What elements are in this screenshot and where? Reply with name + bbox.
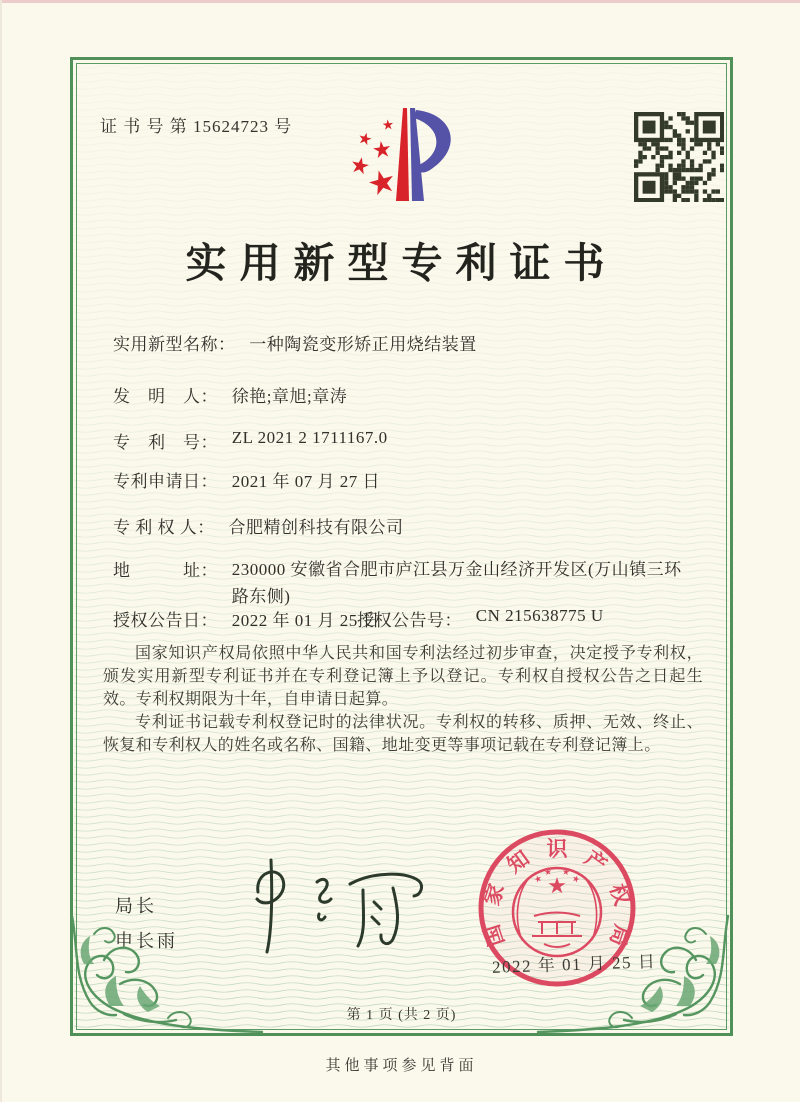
logo-blue-stem-icon (410, 108, 424, 201)
logo-red-wedge-icon (396, 108, 409, 201)
field-row-inventors (113, 382, 347, 407)
field-label-name: 实用新型名称： (113, 335, 236, 354)
commissioner-name: 申长雨 (115, 931, 178, 951)
field-label-grant-date: 授权公告日： (113, 611, 218, 630)
field-value-grant-date: 2022 年 01 月 25 日 (231, 611, 380, 630)
field-value-grant-no: CN 215638775 U (475, 606, 604, 625)
field-row-grant-no (357, 606, 604, 631)
field-row-name (113, 330, 477, 355)
field-label-inventors: 发 明 人： (113, 387, 218, 406)
field-label-patentee: 专 利 权 人： (113, 518, 215, 537)
svg-text:国: 国 (479, 921, 509, 950)
legal-paragraph-2: 专利证书记载专利权登记时的法律状况。专利权的转移、质押、无效、终止、恢复和专利权人的姓名或名称、国籍、地址变更等事项记载在专利登记簿上。 (103, 714, 703, 754)
field-label-patent-no: 专 利 号： (113, 433, 218, 452)
legal-text-block (103, 642, 703, 757)
logo-stars-icon (350, 119, 397, 196)
commissioner-title: 局长 (115, 896, 157, 916)
field-value-name: 一种陶瓷变形矫正用烧结装置 (249, 335, 477, 354)
svg-text:识: 识 (546, 837, 568, 861)
seal-date: 2022 年 01 月 25 日 (491, 952, 657, 977)
field-value-patentee: 合肥精创科技有限公司 (228, 518, 404, 537)
svg-text:权: 权 (605, 880, 635, 909)
scan-edge-artifact (0, 0, 800, 3)
field-row-patentee (113, 513, 404, 538)
svg-text:家: 家 (479, 880, 509, 909)
field-label-filing-date: 专利申请日： (113, 472, 218, 491)
cnipa-logo-icon (336, 104, 472, 220)
field-value-inventors: 徐艳;章旭;章涛 (231, 387, 348, 406)
field-label-grant-no: 授权公告号： (357, 611, 462, 630)
field-value-filing-date: 2021 年 07 月 27 日 (231, 472, 380, 491)
certificate-number: 证 书 号 第 15624723 号 (100, 117, 293, 136)
svg-text:产: 产 (580, 845, 612, 878)
corner-flourish-icon (536, 914, 736, 1038)
back-side-note: 其他事项参见背面 (325, 1058, 478, 1074)
legal-paragraph-1: 国家知识产权局依照中华人民共和国专利法经过初步审查，决定授予专利权，颁发实用新型专利证书并在专利登记簿上予以登记。专利权自授权公告之日起生效。专利权期限为十年，自申请日起算。 (103, 645, 703, 708)
svg-text:知: 知 (502, 845, 534, 878)
scan-edge-artifact (0, 0, 2, 1102)
page-number: 第 1 页 (共 2 页) (346, 1008, 457, 1023)
corner-flourish-icon (64, 914, 264, 1038)
field-value-address: 230000 安徽省合肥市庐江县万金山经济开发区(万山镇三环路东侧) (231, 560, 682, 606)
svg-text:局: 局 (605, 921, 635, 950)
field-row-filing-date (113, 467, 380, 492)
field-row-grant-date (113, 606, 380, 631)
field-value-patent-no: ZL 2021 2 1711167.0 (231, 428, 388, 447)
certificate-title: 实用新型专利证书 (185, 240, 618, 286)
field-label-address: 地 址： (113, 561, 218, 580)
field-row-patent-no (113, 428, 388, 453)
qr-code (634, 112, 724, 202)
field-row-address (113, 556, 684, 610)
